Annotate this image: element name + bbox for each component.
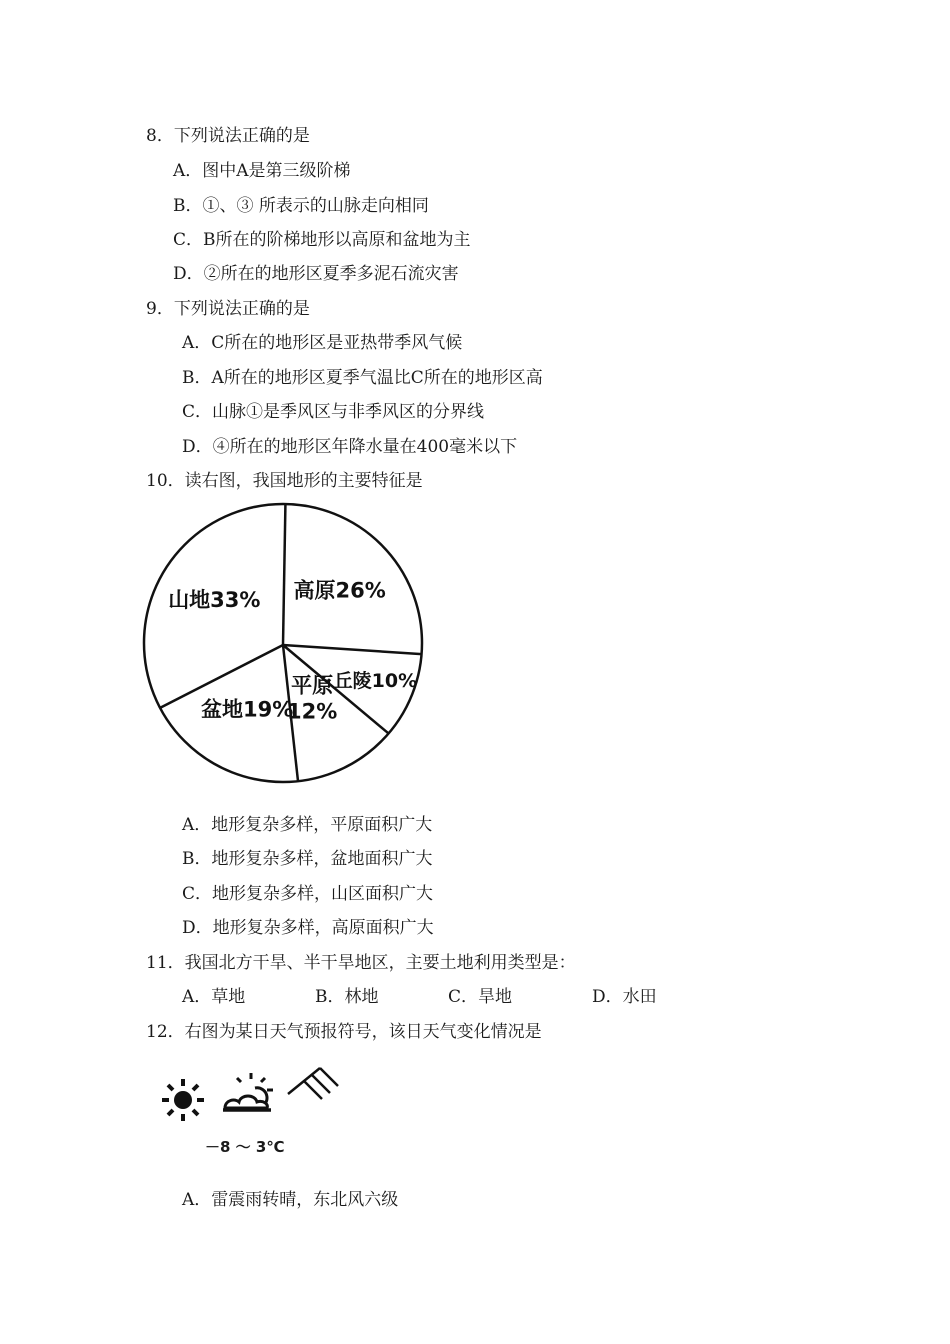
- q8-option-c: C．B所在的阶梯地形以高原和盆地为主: [173, 230, 471, 250]
- q11-option-d: D．水田: [592, 987, 657, 1007]
- q11-option-a: A．草地: [182, 987, 246, 1007]
- q12-option-a: A．雷震雨转晴，东北风六级: [182, 1190, 399, 1210]
- q9-option-b: B．A所在的地形区夏季气温比C所在的地形区高: [182, 368, 543, 388]
- q8-option-a: A．图中A是第三级阶梯: [173, 161, 351, 181]
- q10-option-c: C．地形复杂多样，山区面积广大: [182, 884, 434, 904]
- q10-option-b: B．地形复杂多样，盆地面积广大: [182, 849, 433, 869]
- partly-cloudy-icon: [223, 1073, 273, 1110]
- sun-icon: [162, 1079, 204, 1121]
- pie-slice-label: 高原26%: [293, 578, 386, 603]
- q9-option-c: C．山脉①是季风区与非季风区的分界线: [182, 402, 485, 422]
- q9-stem: 9．下列说法正确的是: [146, 299, 310, 319]
- q9-option-a: A．C所在的地形区是亚热带季风气候: [182, 333, 463, 353]
- pie-slice-label: 盆地19%: [200, 697, 294, 722]
- q10-stem: 10．读右图，我国地形的主要特征是: [146, 471, 423, 491]
- wind-barb-icon: [288, 1068, 338, 1099]
- pie-slice-label: 丘陵10%: [333, 669, 418, 692]
- q11-option-c: C．旱地: [448, 987, 513, 1007]
- q11-option-b: B．林地: [315, 987, 379, 1007]
- q8-option-b: B．①、③ 所表示的山脉走向相同: [173, 196, 429, 216]
- q10-option-a: A．地形复杂多样，平原面积广大: [182, 815, 433, 835]
- pie-slice-label: 平原 12%: [287, 673, 338, 724]
- q12-stem: 12．右图为某日天气预报符号，该日天气变化情况是: [146, 1022, 542, 1042]
- pie-slice-label: 山地33%: [168, 587, 261, 612]
- q9-option-d: D．④所在的地形区年降水量在400毫米以下: [182, 437, 518, 457]
- q11-stem: 11．我国北方干旱、半干旱地区，主要土地利用类型是：: [146, 953, 576, 973]
- temperature-range: －8 ～ 3℃: [205, 1138, 285, 1156]
- q8-stem: 8．下列说法正确的是: [146, 126, 310, 146]
- terrain-pie-chart: [140, 500, 430, 790]
- weather-symbols: [155, 1062, 355, 1124]
- q10-option-d: D．地形复杂多样，高原面积广大: [182, 918, 434, 938]
- q8-option-d: D．②所在的地形区夏季多泥石流灾害: [173, 264, 459, 284]
